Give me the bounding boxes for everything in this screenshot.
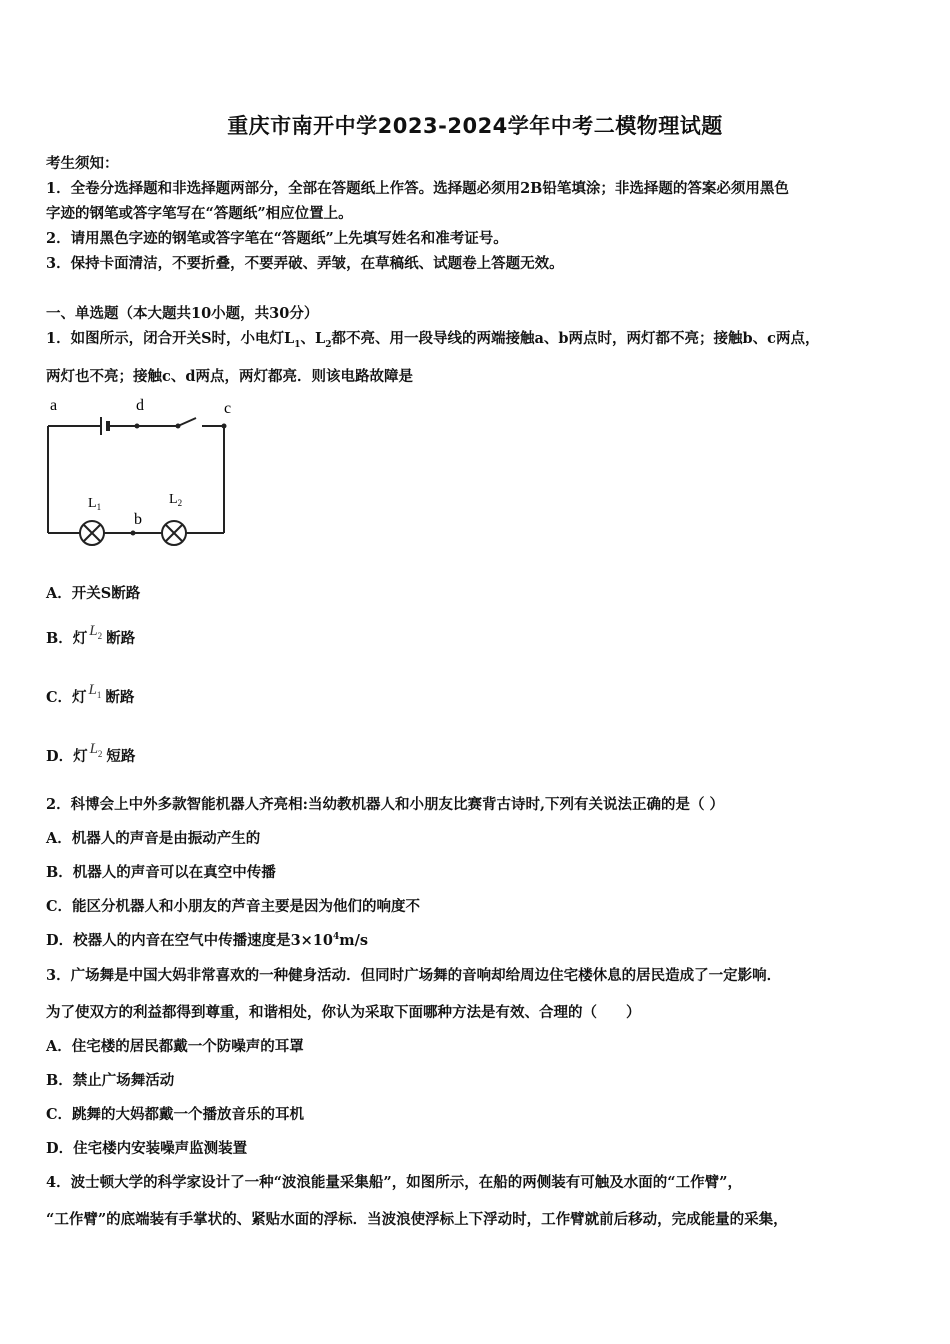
label-a: a <box>50 397 58 414</box>
q1-option-c: C．灯 $L_1$ 断路 <box>46 682 135 706</box>
q3-option-d: D．住宅楼内安装噪声监测装置 <box>46 1140 248 1157</box>
q2-stem: 2．科博会上中外多款智能机器人齐亮相:当幼教机器人和小朋友比赛背古诗时,下列有关说法正确的是（ ） <box>46 796 725 813</box>
q1-option-a: A．开关S断路 <box>46 585 141 602</box>
q3-option-c: C．跳舞的大妈都戴一个播放音乐的耳机 <box>46 1106 305 1123</box>
q4-stem-line-2: “工作臂”的底端装有手掌状的、紧贴水面的浮标．当波浪使浮标上下浮动时，工作臂就前后移动，完成能量的采集， <box>46 1211 788 1228</box>
q2-option-d: D．校器人的内音在空气中传播速度是$3\times 10^4m/s$ <box>46 932 369 949</box>
math-l1: $L_1$ <box>88 682 102 700</box>
q3-stem-line-2: 为了使双方的利益都得到尊重，和谐相处，你认为采取下面哪种方法是有效、合理的（ ） <box>46 1004 641 1021</box>
q4-stem-line-1: 4．波士顿大学的科学家设计了一种“波浪能量采集船”，如图所示，在船的两侧装有可触及水面的“工作臂”， <box>46 1174 742 1191</box>
q1-option-d: D．灯 $L_2$ 短路 <box>46 741 136 765</box>
notice-line-3: 2．请用黑色字迹的钢笔或答字笔在“答题纸”上先填写姓名和准考证号。 <box>46 230 508 247</box>
label-d: d <box>136 397 144 414</box>
notice-line-2: 字迹的钢笔或答字笔写在“答题纸”相应位置上。 <box>46 205 353 222</box>
label-l1: $L_1$ <box>88 496 102 512</box>
section-heading: 一、单选题（本大题共10小题，共30分） <box>46 305 319 322</box>
q2-option-a: A．机器人的声音是由振动产生的 <box>46 830 261 847</box>
q2-option-b: B．机器人的声音可以在真空中传播 <box>46 864 276 881</box>
math-l2: $L_2$ <box>89 623 103 641</box>
q3-option-a: A．住宅楼的居民都戴一个防噪声的耳罩 <box>46 1038 304 1055</box>
q2-option-c: C．能区分机器人和小朋友的芦音主要是因为他们的响度不 <box>46 898 421 915</box>
label-b: b <box>134 511 142 528</box>
q3-option-b: B．禁止广场舞活动 <box>46 1072 175 1089</box>
q3-stem-line-1: 3．广场舞是中国大妈非常喜欢的一种健身活动．但同时广场舞的音响却给周边住宅楼休息的居民造成了一定影响． <box>46 967 782 984</box>
q1-stem-line-2: 两灯也不亮；接触c、d两点，两灯都亮．则该电路故障是 <box>46 368 413 385</box>
math-l2-short: $L_2$ <box>89 741 103 759</box>
q1-stem-line-1: 1．如图所示，闭合开关S时，小电灯$L_1$、$L_2$都不亮、用一段导线的两端接触a、b两点时，两灯都不亮；接触b、c两点， <box>46 330 820 350</box>
notice-heading: 考生须知： <box>46 155 119 172</box>
notice-line-1: 1．全卷分选择题和非选择题两部分，全部在答题纸上作答。选择题必须用2B铅笔填涂；非选择题的答案必须用黑色 <box>46 180 789 197</box>
page-title: 重庆市南开中学2023-2024学年中考二模物理试题 <box>227 114 723 138</box>
label-c: c <box>224 400 232 417</box>
label-l2: $L_2$ <box>169 492 183 508</box>
notice-line-4: 3．保持卡面清洁，不要折叠，不要弄破、弄皱，在草稿纸、试题卷上答题无效。 <box>46 255 564 272</box>
circuit-diagram <box>38 393 248 563</box>
q1-option-b: B．灯 $L_2$ 断路 <box>46 623 136 647</box>
